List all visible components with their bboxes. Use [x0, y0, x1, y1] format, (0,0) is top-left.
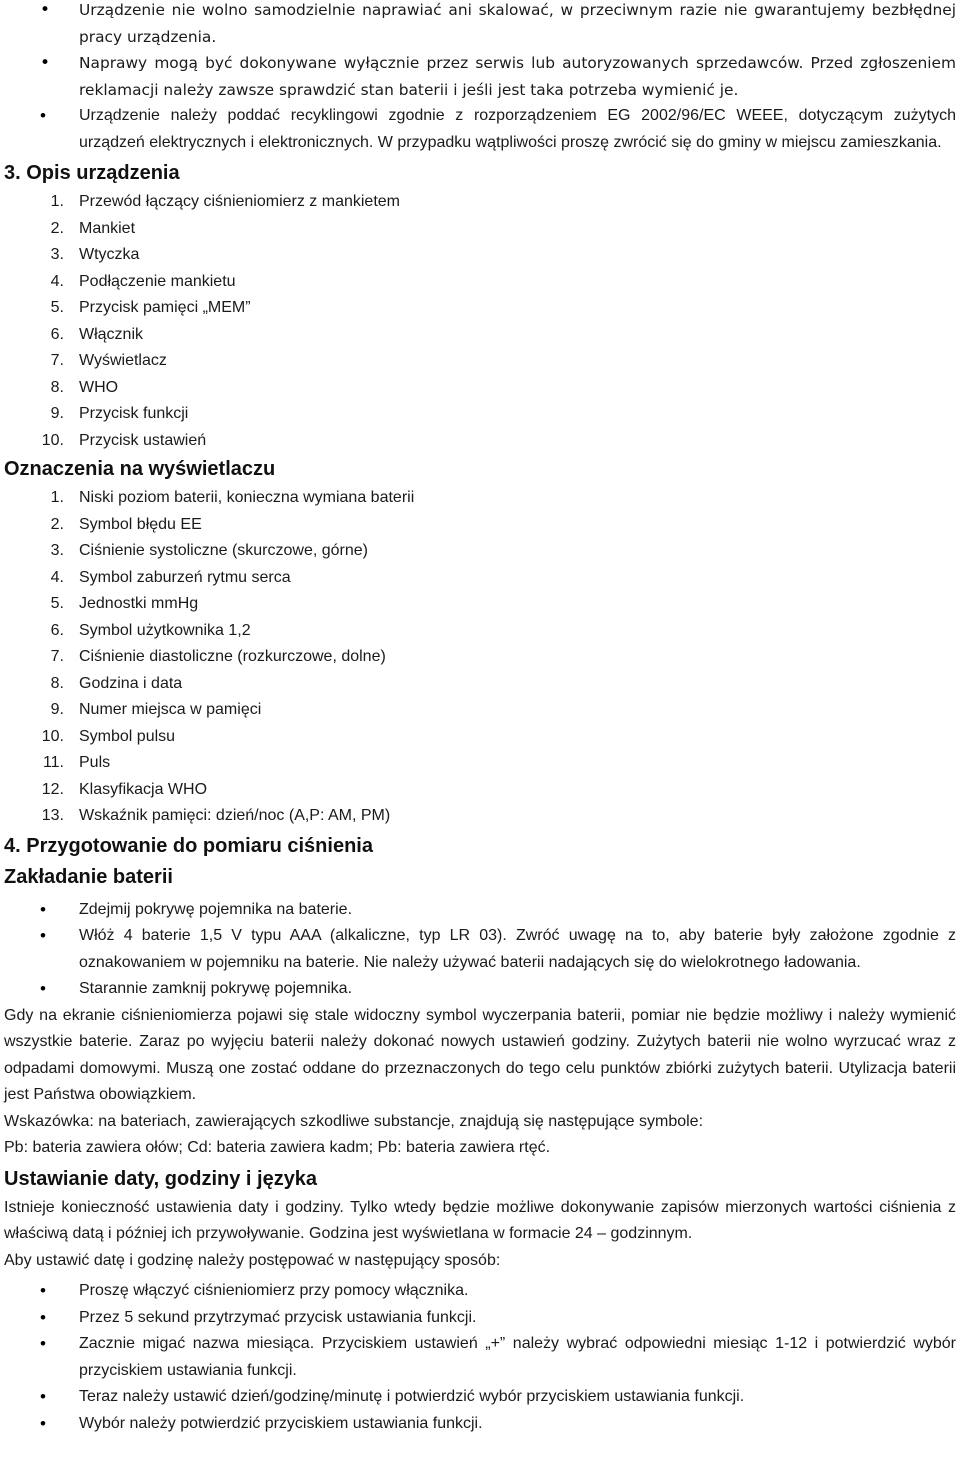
item-number: 4.: [50, 272, 64, 290]
item-text: Symbol błędu EE: [79, 515, 202, 533]
item-text: Przewód łączący ciśnieniomierz z mankietem: [79, 193, 400, 210]
list-item: [4, 269, 956, 296]
list-item: [4, 777, 956, 804]
list-item: [4, 428, 956, 455]
device-parts-list: [4, 189, 956, 454]
item-number: 7.: [50, 352, 64, 369]
list-item: • Zdejmij pokrywę pojemnika na baterie.: [4, 897, 956, 924]
item-text: Podłączenie mankietu: [79, 272, 236, 290]
item-number: 6.: [50, 325, 64, 343]
manual-page: [4, 0, 956, 1437]
item-text: Godzina i data: [79, 674, 183, 692]
item-number: 13.: [41, 807, 64, 824]
list-item: • Przez 5 sekund przytrzymać przycisk ustawiania funkcji.: [4, 1305, 956, 1332]
paragraph: Aby ustawić datę i godzinę należy postępować w następujący sposób:: [4, 1251, 501, 1269]
list-item: • Teraz należy ustawić dzień/godzinę/minutę i potwierdzić wybór przyciskiem ustawiania funkcji.: [4, 1384, 956, 1411]
section-heading: 4. Przygotowanie do pomiaru ciśnienia: [4, 834, 373, 857]
item-text: Włącznik: [79, 325, 144, 343]
item-text: Wtyczka: [79, 246, 140, 263]
list-item: [4, 724, 956, 751]
list-item: • Starannie zamknij pokrywę pojemnika.: [4, 976, 956, 1003]
item-number: 5.: [50, 299, 64, 316]
list-item: [4, 322, 956, 349]
list-item: [4, 644, 956, 671]
list-item: [4, 242, 956, 269]
item-text: Ciśnienie systoliczne (skurczowe, górne): [79, 542, 368, 559]
list-item: • Proszę włączyć ciśnieniomierz przy pomocy włącznika.: [4, 1278, 956, 1305]
item-number: 3.: [50, 542, 64, 559]
item-text: Jednostki mmHg: [79, 595, 199, 612]
item-text: Klasyfikacja WHO: [79, 780, 208, 798]
subsection-heading: Ustawianie daty, godziny i języka: [4, 1167, 318, 1190]
item-number: 8.: [50, 674, 64, 692]
list-item: • Urządzenie należy poddać recyklingowi zgodnie z rozporządzeniem EG 2002/96/EC WEEE, dotyczącym zużytych urządzeń elektrycznych i elektronicznych. W przypadku wątpliwości proszę zwrócić się do gminy w miejscu zamieszkania.: [4, 103, 956, 156]
section-heading: 3. Opis urządzenia: [4, 162, 180, 184]
item-text: WHO: [79, 378, 119, 396]
list-item: • Urządzenie nie wolno samodzielnie naprawiać ani skalować, w przeciwnym razie nie gwarantujemy bezbłędnej pracy urządzenia.: [4, 0, 956, 50]
list-item: [4, 618, 956, 645]
item-text: Przycisk pamięci „MEM”: [79, 299, 251, 316]
item-text: Niski poziom baterii, konieczna wymiana baterii: [79, 489, 415, 506]
list-item: [4, 216, 956, 243]
paragraph: Wskazówka: na bateriach, zawierających szkodliwe substancje, znajdują się następujące symbole:: [4, 1112, 704, 1130]
item-number: 10.: [41, 431, 64, 449]
item-text: Mankiet: [79, 219, 136, 237]
item-text: Wyświetlacz: [79, 352, 167, 369]
item-number: 1.: [50, 489, 64, 506]
item-number: 12.: [41, 780, 64, 798]
datetime-steps-list: [4, 1278, 956, 1437]
list-item: [4, 565, 956, 592]
list-item: [4, 375, 956, 402]
display-symbols-list: [4, 485, 956, 830]
item-number: 7.: [50, 648, 64, 665]
list-item: [4, 401, 956, 428]
list-item: • Naprawy mogą być dokonywane wyłącznie przez serwis lub autoryzowanych sprzedawców. Przed zgłoszeniem reklamacji należy zawsze sprawdzić stan baterii i jeśli jest taka potrzeba wymienić je.: [4, 50, 956, 103]
list-item: [4, 295, 956, 322]
list-item: [4, 538, 956, 565]
item-text: Ciśnienie diastoliczne (rozkurczowe, dolne): [79, 648, 386, 665]
item-text: Przycisk ustawień: [79, 431, 207, 449]
item-number: 9.: [50, 701, 64, 718]
item-number: 3.: [50, 246, 64, 263]
list-item: • Włóż 4 baterie 1,5 V typu AAA (alkaliczne, typ LR 03). Zwróć uwagę na to, aby baterie były założone zgodnie z oznakowaniem w pojemniku na baterie. Nie należy używać baterii nadających się do wielokrotnego ładowania.: [4, 923, 956, 976]
item-number: 9.: [50, 405, 64, 422]
item-number: 4.: [50, 568, 64, 586]
subsection-heading: Zakładanie baterii: [4, 865, 173, 888]
item-text: Symbol pulsu: [79, 727, 176, 745]
paragraph: Istnieje konieczność ustawienia daty i godziny. Tylko wtedy będzie możliwe dokonywanie zapisów mierzonych wartości ciśnienia z właściwą datą i później ich przywoływanie. Godzina jest wyświetlana w formacie 24 – godzinnym.: [4, 1198, 956, 1242]
list-item: [4, 750, 956, 777]
list-item: [4, 348, 956, 375]
item-number: 2.: [50, 515, 64, 533]
item-number: 8.: [50, 378, 64, 396]
item-number: 11.: [42, 754, 64, 771]
item-text: Wskaźnik pamięci: dzień/noc (A,P: AM, PM): [79, 807, 391, 824]
list-item: [4, 591, 956, 618]
item-number: 5.: [50, 595, 64, 612]
list-item: [4, 189, 956, 216]
list-item: [4, 697, 956, 724]
section-heading: Oznaczenia na wyświetlaczu: [4, 458, 276, 480]
list-item: [4, 803, 956, 830]
list-item: [4, 485, 956, 512]
item-text: Symbol użytkownika 1,2: [79, 621, 251, 639]
item-number: 6.: [50, 621, 64, 639]
item-text: Numer miejsca w pamięci: [79, 701, 262, 718]
warnings-list: [4, 0, 956, 156]
list-item: [4, 671, 956, 698]
item-number: 10.: [41, 727, 64, 745]
item-text: Przycisk funkcji: [79, 405, 189, 422]
item-number: 2.: [50, 219, 64, 237]
paragraph: Pb: bateria zawiera ołów; Cd: bateria zawiera kadm; Pb: bateria zawiera rtęć.: [4, 1139, 551, 1156]
item-number: 1.: [50, 193, 64, 210]
list-item: • Wybór należy potwierdzić przyciskiem ustawiania funkcji.: [4, 1411, 956, 1438]
paragraph: Gdy na ekranie ciśnieniomierza pojawi się stale widoczny symbol wyczerpania baterii, pomiar nie będzie możliwy i należy wymienić wszystkie baterie. Zaraz po wyjęciu baterii należy dokonać nowych ustawień godziny. Zużytych baterii nie wolno wyrzucać wraz z odpadami domowymi. Muszą one zostać oddane do przeznaczonych do tego celu punktów zbiórki zużytych baterii. Utylizacja baterii jest Państwa obowiązkiem.: [4, 1006, 956, 1103]
battery-steps-list: [4, 897, 956, 1003]
item-text: Symbol zaburzeń rytmu serca: [79, 568, 291, 586]
list-item: [4, 512, 956, 539]
list-item: • Zacznie migać nazwa miesiąca. Przyciskiem ustawień „+” należy wybrać odpowiedni miesiąc 1-12 i potwierdzić wybór przyciskiem ustawiania funkcji.: [4, 1331, 956, 1384]
item-text: Puls: [79, 754, 111, 771]
